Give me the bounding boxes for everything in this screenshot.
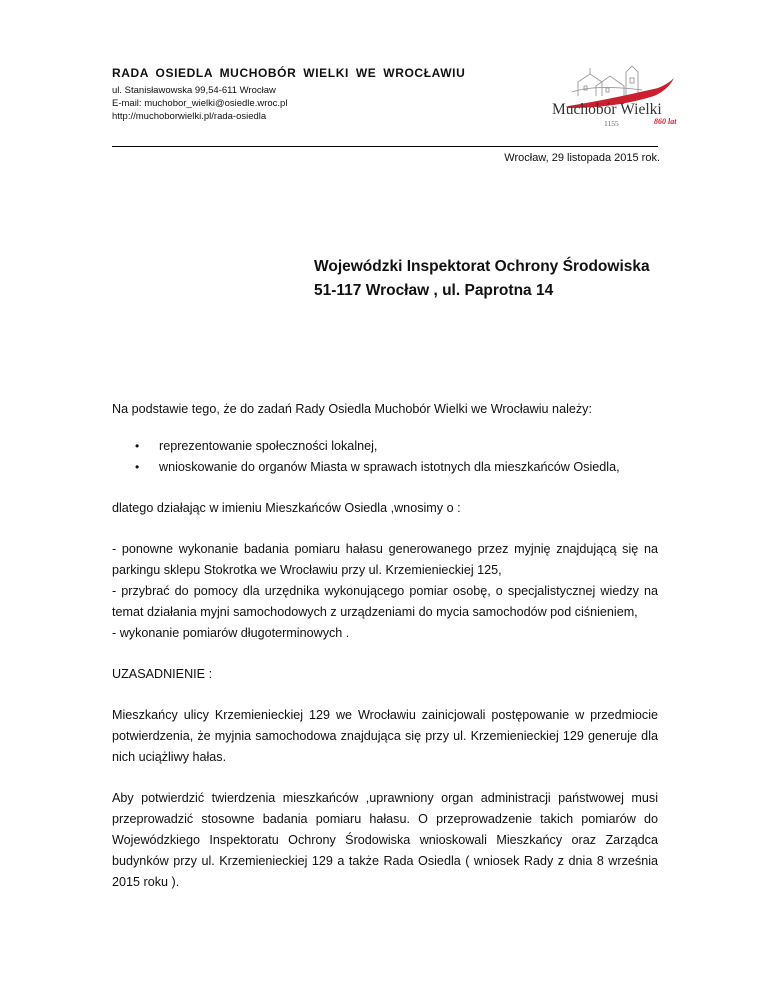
request-intro: dlatego działając w imieniu Mieszkańców Osiedla ,wnosimy o : <box>112 501 461 515</box>
logo-anniversary: 860 lat <box>654 117 677 126</box>
justification-paragraph: Mieszkańcy ulicy Krzemienieckiej 129 we Wrocławiu zainicjowali postępowanie w przedmiocie potwierdzenia, że myjnia samochodowa znajdująca się przy ul. Krzemienieckiej 129 generuje dla nich uciążliwy hałas. <box>112 708 658 764</box>
list-item-text: reprezentowanie społeczności lokalnej, <box>159 439 378 453</box>
bullet-icon: • <box>135 439 140 453</box>
addressee-block <box>314 255 650 303</box>
justification-paragraph: Aby potwierdzić twierdzenia mieszkańców ,uprawniony organ administracji państwowej musi przeprowadzić stosowne badania pomiaru hałasu. O przeprowadzenie takich pomiarów do Wojewódzkiego Inspektoratu Ochrony Środowiska wnioskowali Mieszkańcy oraz Zarządca budynków przy ul. Krzemienieckiej 129 a także Rada Osiedla ( wniosek Rady z dnia 8 września 2015 roku ). <box>112 791 658 889</box>
organization-website: http://muchoborwielki.pl/rada-osiedla <box>112 111 267 122</box>
letter-date: Wrocław, 29 listopada 2015 rok. <box>504 152 660 164</box>
bullet-icon: • <box>135 460 140 474</box>
list-item <box>112 457 658 478</box>
logo-name: Muchobór Wielki <box>552 101 662 118</box>
letter-body <box>112 399 658 893</box>
organization-name: RADA OSIEDLA MUCHOBÓR WIELKI WE WROCŁAWIU <box>112 66 466 80</box>
justification-heading: UZASADNIENIE : <box>112 667 213 681</box>
logo-year: 1155 <box>604 119 619 128</box>
request-item: - wykonanie pomiarów długoterminowych . <box>112 626 350 640</box>
list-item <box>112 436 658 457</box>
organization-address: ul. Stanisławowska 99,54-611 Wrocław <box>112 85 276 96</box>
list-item-text: wnioskowanie do organów Miasta w sprawach istotnych dla mieszkańców Osiedla, <box>159 460 620 474</box>
organization-email: E-mail: muchobor_wielki@osiedle.wroc.pl <box>112 98 288 109</box>
letterhead <box>112 66 465 123</box>
tasks-list <box>112 436 658 478</box>
request-item: - przybrać do pomocy dla urzędnika wykonującego pomiar osobę, o specjalistycznej wiedzy na temat działania myjni samochodowych z urządzeniami do mycia samochodów pod ciśnieniem, <box>112 584 658 619</box>
intro-paragraph: Na podstawie tego, że do zadań Rady Osiedla Muchobór Wielki we Wrocławiu należy: <box>112 402 592 416</box>
request-item: - ponowne wykonanie badania pomiaru hałasu generowanego przez myjnię znajdującą się na parkingu sklepu Stokrotka we Wrocławiu przy ul. Krzemienieckiej 125, <box>112 542 658 577</box>
addressee-address: 51-117 Wrocław , ul. Paprotna 14 <box>314 282 554 299</box>
header-divider <box>112 146 658 147</box>
addressee-name: Wojewódzki Inspektorat Ochrony Środowiska <box>314 258 650 275</box>
muchobor-wielki-logo <box>546 62 696 130</box>
